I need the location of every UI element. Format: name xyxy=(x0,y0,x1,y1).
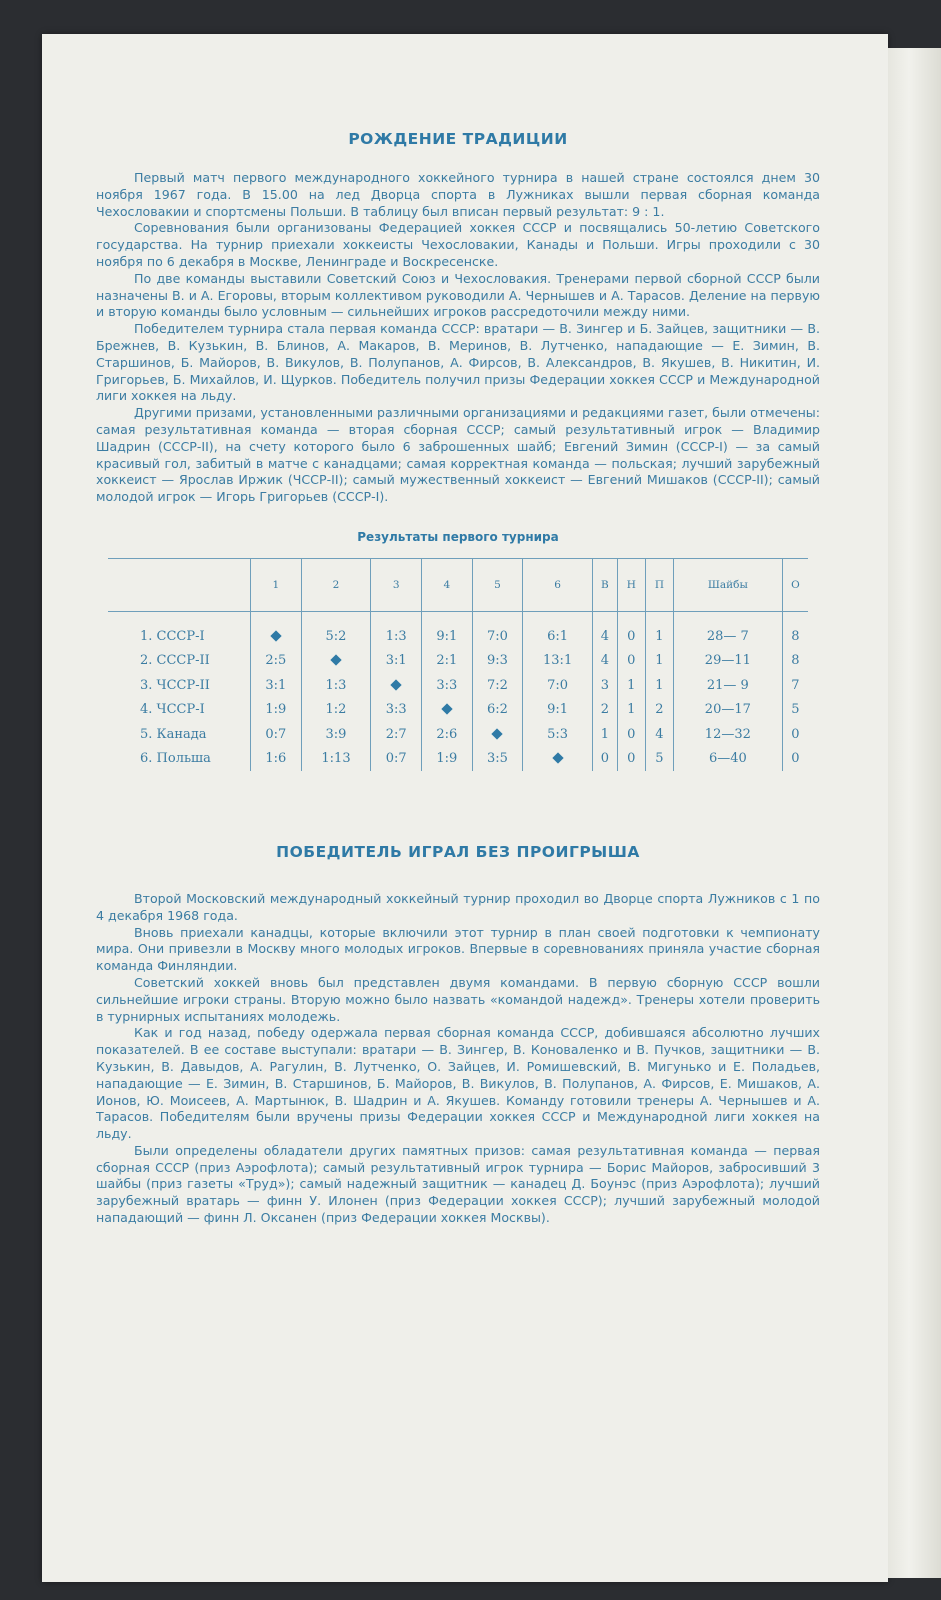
header-cell: 2 xyxy=(301,558,371,611)
header-cell: П xyxy=(645,558,673,611)
table-cell: 0 xyxy=(617,746,645,771)
table-cell: 1:9 xyxy=(251,697,302,722)
table-row xyxy=(108,673,808,698)
table-cell: 29—11 xyxy=(673,648,782,673)
table-cell: 6:1 xyxy=(523,624,593,649)
table-cell: 9:1 xyxy=(523,697,593,722)
team-name: 3. ЧССР-II xyxy=(140,677,210,693)
team-name: 2. СССР-II xyxy=(140,653,210,669)
section2-paragraph: Как и год назад, победу одержала первая сборная команда СССР, добившаяся абсолютно лучших показателей. В ее составе выступали: вратари — В. Зингер, В. Коноваленко и В. Пучков, защитники — В. Кузькин, В. Давыдов, А. Рагулин, В. Лутченко, О. Зайцев, И. Ромишевский, В. Мигунько и Е. Поладьев, нападающие — Е. Зимин, В. Старшинов, Б. Майоров, В. Викулов, В. Полупанов, А. Фирсов, Е. Мишаков, А. Ионов, Ю. Моисеев, А. Мартынюк, В. Шадрин и А. Якушев. Команду готовили тренеры А. Чернышев и А. Тарасов. Победителям были вручены призы Федерации хоккея СССР и Международной лиги хоккея на льду. xyxy=(96,1025,820,1142)
table-cell: 0 xyxy=(617,624,645,649)
section1-paragraph: Победителем турнира стала первая команда СССР: вратари — В. Зингер и Б. Зайцев, защитники — В. Брежнев, В. Кузькин, В. Блинов, А. Макаров, В. Меринов, В. Лутченко, нападающие — Е. Зимин, В. Старшинов, Б. Майоров, В. Викулов, В. Полупанов, А. Фирсов, В. Александров, В. Якушев, В. Никитин, И. Григорьев, Б. Михайлов, И. Щурков. Победитель получил призы Федерации хоккея СССР и Международной лиги хоккея на льду. xyxy=(96,321,820,404)
section2-paragraph: Вновь приехали канадцы, которые включили этот турнир в план своей подготовки к чемпионату мира. Они привезли в Москву много молодых игроков. Впервые в соревнованиях приняла участие сборная команда Финляндии. xyxy=(96,924,820,974)
table-cell: 28— 7 xyxy=(673,624,782,649)
table-cell: 0 xyxy=(782,746,808,771)
table-cell: 0 xyxy=(782,722,808,747)
table-row xyxy=(108,722,808,747)
table-cell: 8 xyxy=(782,624,808,649)
table-cell: 2:5 xyxy=(251,648,302,673)
self-match-diamond-icon xyxy=(371,673,422,698)
team-name: 6. Польша xyxy=(140,751,211,767)
results-body xyxy=(108,611,808,771)
section1-title: РОЖДЕНИЕ ТРАДИЦИИ xyxy=(348,130,568,148)
header-team-column xyxy=(108,558,251,611)
self-match-diamond-icon xyxy=(472,722,523,747)
table-cell: 1 xyxy=(617,673,645,698)
table-cell: 0:7 xyxy=(251,722,302,747)
table-cell: 6:2 xyxy=(472,697,523,722)
table-row xyxy=(108,624,808,649)
header-cell: О xyxy=(782,558,808,611)
section1-paragraph: По две команды выставили Советский Союз и Чехословакия. Тренерами первой сборной СССР были назначены В. и А. Егоровы, вторым коллективом руководили А. Чернышев и А. Тарасов. Деление на первую и вторую команды было условным — сильнейших игроков рассредоточили между ними. xyxy=(96,270,820,320)
table-cell: 0 xyxy=(617,648,645,673)
team-name: 1. СССР-I xyxy=(140,628,205,644)
table-cell: 4 xyxy=(593,648,618,673)
table-cell: 7:2 xyxy=(472,673,523,698)
table-cell: 1:13 xyxy=(301,746,371,771)
header-cell: Шайбы xyxy=(673,558,782,611)
table-cell: 1 xyxy=(645,624,673,649)
table-cell: 6—40 xyxy=(673,746,782,771)
table-cell: 1:2 xyxy=(301,697,371,722)
header-cell: Н xyxy=(617,558,645,611)
table-cell: 9:1 xyxy=(422,624,473,649)
section2-paragraph: Второй Московский международный хоккейный турнир проходил во Дворце спорта Лужников с 1 по 4 декабря 1968 года. xyxy=(96,890,820,923)
team-name: 5. Канада xyxy=(140,726,207,742)
table-cell: 3:3 xyxy=(422,673,473,698)
table-cell: 1:3 xyxy=(301,673,371,698)
table-cell: 3:1 xyxy=(371,648,422,673)
table-cell: 2 xyxy=(645,697,673,722)
header-cell: 4 xyxy=(422,558,473,611)
table-cell: 1 xyxy=(645,673,673,698)
table-cell: 1:3 xyxy=(371,624,422,649)
diamond-icon xyxy=(330,655,341,666)
team-name: 4. ЧССР-I xyxy=(140,702,205,718)
table-cell: 1:9 xyxy=(422,746,473,771)
table-cell: 5 xyxy=(782,697,808,722)
section1-paragraph: Первый матч первого международного хоккейного турнира в нашей стране состоялся днем 30 ноября 1967 года. В 15.00 на лед Дворца спорта в Лужниках вышли первая сборная команда Чехословакии и спортсмены Польши. В таблицу был вписан первый результат: 9 : 1. xyxy=(96,170,820,219)
table-cell: 21— 9 xyxy=(673,673,782,698)
self-match-diamond-icon xyxy=(251,624,302,649)
table-cell: 2 xyxy=(593,697,618,722)
table-cell: 2:1 xyxy=(422,648,473,673)
header-cell: 3 xyxy=(371,558,422,611)
diamond-icon xyxy=(441,704,452,715)
header-cell: 5 xyxy=(472,558,523,611)
section2-title: ПОБЕДИТЕЛЬ ИГРАЛ БЕЗ ПРОИГРЫША xyxy=(276,842,640,861)
table-cell: 4 xyxy=(645,722,673,747)
table-cell: 1 xyxy=(645,648,673,673)
section1-paragraph: Другими призами, установленными различными организациями и редакциями газет, были отмечены: самая результативная команда — вторая сборная СССР; самый результативный игрок — Владимир Шадрин (СССР-II), на счету которого было 6 заброшенных шайб; Евгений Зимин (СССР-I) — за самый красивый гол, забитый в матче с канадцами; самая корректная команда — польская; лучший зарубежный хоккеист — Ярослав Иржик (ЧССР-II); самый мужественный хоккеист — Евгений Мишаков (СССР-II); самый молодой игрок — Игорь Григорьев (СССР-I). xyxy=(96,405,820,505)
results-table xyxy=(108,558,808,771)
table-cell: 9:3 xyxy=(472,648,523,673)
spacer-row xyxy=(108,611,808,624)
table-cell: 0:7 xyxy=(371,746,422,771)
table-cell: 12—32 xyxy=(673,722,782,747)
diamond-icon xyxy=(552,753,563,764)
table-cell: 7:0 xyxy=(472,624,523,649)
table-cell: 8 xyxy=(782,648,808,673)
table-cell: 5:2 xyxy=(301,624,371,649)
table-cell: 0 xyxy=(617,722,645,747)
self-match-diamond-icon xyxy=(422,697,473,722)
diamond-icon xyxy=(391,679,402,690)
table-cell: 1 xyxy=(593,722,618,747)
header-cell: В xyxy=(593,558,618,611)
table-cell: 3 xyxy=(593,673,618,698)
section2-paragraph: Были определены обладатели других памятных призов: самая результативная команда — первая сборная СССР (приз Аэрофлота); самый результативный игрок турнира — Борис Майоров, забросивший 3 шайбы (приз газеты «Труд»); самый надежный защитник — канадец Д. Боунэс (приз Аэрофлота); лучший зарубежный вратарь — финн У. Илонен (приз Федерации хоккея СССР); лучший зарубежный молодой нападающий — финн Л. Оксанен (приз Федерации хоккея Москвы). xyxy=(96,1142,820,1226)
table-cell: 3:3 xyxy=(371,697,422,722)
table-row xyxy=(108,648,808,673)
table-cell: 3:5 xyxy=(472,746,523,771)
table-cell: 2:7 xyxy=(371,722,422,747)
diamond-icon xyxy=(492,728,503,739)
self-match-diamond-icon xyxy=(301,648,371,673)
diamond-icon xyxy=(270,630,281,641)
table-cell: 1 xyxy=(617,697,645,722)
table-cell: 20—17 xyxy=(673,697,782,722)
header-cell: 1 xyxy=(251,558,302,611)
table-cell: 1:6 xyxy=(251,746,302,771)
table-cell: 3:9 xyxy=(301,722,371,747)
header-cell: 6 xyxy=(523,558,593,611)
results-table-title: Результаты первого турнира xyxy=(357,529,559,544)
table-cell: 2:6 xyxy=(422,722,473,747)
table-cell: 4 xyxy=(593,624,618,649)
section2-paragraph: Советский хоккей вновь был представлен двумя командами. В первую сборную СССР вошли сильнейшие игроки страны. Вторую можно было назвать «командой надежд». Тренеры хотели проверить в турнирных испытаниях молодежь. xyxy=(96,974,820,1024)
table-row xyxy=(108,746,808,771)
self-match-diamond-icon xyxy=(523,746,593,771)
results-header-row xyxy=(108,558,808,611)
table-cell: 7 xyxy=(782,673,808,698)
table-row xyxy=(108,697,808,722)
table-cell: 5 xyxy=(645,746,673,771)
table-cell: 13:1 xyxy=(523,648,593,673)
page-fold xyxy=(888,48,941,1578)
table-cell: 5:3 xyxy=(523,722,593,747)
table-cell: 3:1 xyxy=(251,673,302,698)
document-content xyxy=(96,130,820,1227)
table-cell: 0 xyxy=(593,746,618,771)
section1-paragraph: Соревнования были организованы Федерацией хоккея СССР и посвящались 50-летию Советского государства. На турнир приехали хоккеисты Чехословакии, Канады и Польши. Игры проходили с 30 ноября по 6 декабря в Москве, Ленинграде и Воскресенске. xyxy=(96,220,820,269)
table-cell: 7:0 xyxy=(523,673,593,698)
